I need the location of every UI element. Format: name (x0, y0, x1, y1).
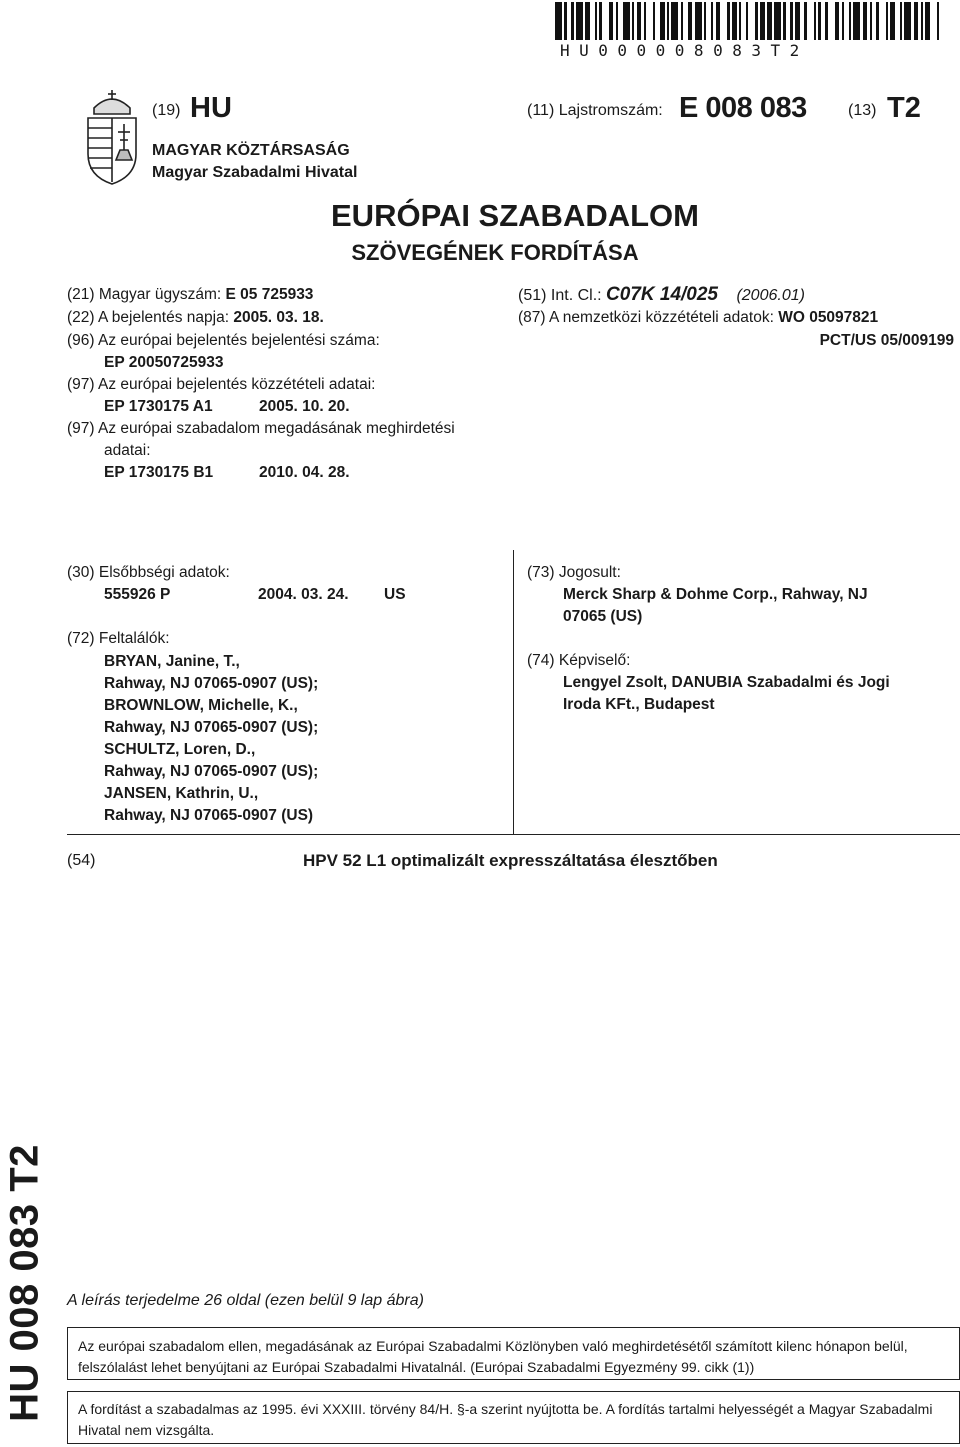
translation-notice-text: A fordítást a szabadalmas az 1995. évi XXXIII. törvény 84/H. §-a szerint nyújtotta be. A fordítás tartalmi helyességét a Magyar Szabadalmi Hivatal nem vizsgálta. (78, 1401, 933, 1438)
barcode (555, 2, 940, 40)
barcode-bar (602, 2, 609, 40)
barcode-bar (646, 2, 653, 40)
inventor-line: JANSEN, Kathrin, U., (104, 785, 259, 802)
inventor-line: Rahway, NJ 07065-0907 (US); (104, 719, 319, 736)
inventor-line: Rahway, NJ 07065-0907 (US); (104, 675, 319, 692)
inventor-line: Rahway, NJ 07065-0907 (US); (104, 763, 319, 780)
priority-country: US (384, 586, 406, 603)
field-96-label: (96) Az európai bejelentés bejelentési száma: (67, 332, 380, 349)
doc-title: EURÓPAI SZABADALOM (331, 198, 699, 233)
country-name: MAGYAR KÖZTÁRSASÁG (152, 142, 350, 159)
owner-line-1: Merck Sharp & Dohme Corp., Rahway, NJ (563, 586, 868, 603)
office-name: Magyar Szabadalmi Hivatal (152, 164, 358, 181)
field-97b-number: EP 1730175 B1 (104, 464, 214, 481)
agent-line-1: Lengyel Zsolt, DANUBIA Szabadalmi és Jogi (563, 674, 890, 691)
field-96-value: EP 20050725933 (104, 354, 224, 371)
owner-label: (73) Jogosult: (527, 564, 621, 581)
inventor-line: Rahway, NJ 07065-0907 (US) (104, 807, 314, 824)
field-97a-label: (97) Az európai bejelentés közzétételi adatai: (67, 376, 376, 393)
barcode-bar (555, 2, 562, 40)
field-51-year: (2006.01) (736, 287, 805, 304)
reg-number: E 008 083 (679, 92, 807, 124)
field-87-value: WO 05097821 (778, 309, 879, 326)
field-21-value: E 05 725933 (225, 286, 314, 303)
coat-of-arms-icon (80, 88, 144, 188)
opposition-notice-text: Az európai szabadalom ellen, megadásának az Európai Szabadalmi Közlönyben való meghirdetésétől számított kilenc hónapon belül, felszólalást lehet benyújtani az Európai Szabadalmi Hivatalnál. (Európai Szabadalmi Egyezmény 99. cikk (1)) (78, 1338, 908, 1375)
section-rule (67, 834, 960, 835)
title-label: (54) (67, 852, 96, 869)
inventor-line: SCHULTZ, Loren, D., (104, 741, 256, 758)
field-51-label: (51) Int. Cl.: (518, 287, 602, 304)
field-22-value: 2005. 03. 18. (233, 309, 324, 326)
barcode-text: HU000008083T2 (560, 41, 809, 60)
side-code-text: HU 008 083 T2 (2, 1143, 47, 1422)
field-21 (67, 284, 313, 306)
barcode-bar (853, 2, 860, 40)
inventors-label: (72) Feltalálók: (67, 630, 170, 647)
column-divider (513, 550, 514, 835)
barcode-bar (879, 2, 886, 40)
barcode-bar (695, 2, 702, 40)
priority-number: 555926 P (104, 586, 171, 603)
field-97a-number: EP 1730175 A1 (104, 398, 213, 415)
inventor-line: BRYAN, Janine, T., (104, 653, 240, 670)
agent-label: (74) Képviselő: (527, 652, 631, 669)
field-97b-label-1: (97) Az európai szabadalom megadásának meghirdetési (67, 420, 455, 437)
country-code: HU (190, 92, 232, 124)
translation-notice-box (67, 1391, 960, 1444)
kind-code: T2 (887, 92, 921, 124)
agent-line-2: Iroda KFt., Budapest (563, 696, 715, 713)
barcode-bar (623, 2, 630, 40)
barcode-bar (937, 2, 939, 40)
field-21-label: (21) Magyar ügyszám: (67, 286, 222, 303)
reg-number-label: (11) Lajstromszám: (527, 102, 663, 119)
barcode-bar (576, 2, 583, 40)
field-22-label: (22) A bejelentés napja: (67, 309, 230, 326)
field-87 (518, 307, 878, 329)
description-scope: A leírás terjedelme 26 oldal (ezen belül 9 lap ábra) (67, 1292, 424, 1309)
field-87-pct: PCT/US 05/009199 (819, 332, 954, 349)
priority-label: (30) Elsőbbségi adatok: (67, 564, 230, 581)
field-97b-date: 2010. 04. 28. (259, 464, 350, 481)
field-22 (67, 307, 324, 329)
barcode-bar (930, 2, 937, 40)
barcode-bar (671, 2, 678, 40)
country-code-label: (19) (152, 102, 181, 119)
field-51 (518, 283, 805, 308)
owner-line-2: 07065 (US) (563, 608, 643, 625)
opposition-notice-box (67, 1327, 960, 1380)
inventor-line: BROWNLOW, Michelle, K., (104, 697, 298, 714)
invention-title: HPV 52 L1 optimalizált expresszáltatása élesztőben (303, 851, 718, 870)
field-97a-date: 2005. 10. 20. (259, 398, 350, 415)
field-51-value: C07K 14/025 (606, 284, 718, 305)
field-87-label: (87) A nemzetközi közzétételi adatok: (518, 309, 774, 326)
barcode-bar (904, 2, 911, 40)
barcode-bar (774, 2, 781, 40)
priority-date: 2004. 03. 24. (258, 586, 349, 603)
kind-label: (13) (848, 102, 877, 119)
doc-subtitle: SZÖVEGÉNEK FORDÍTÁSA (351, 240, 639, 265)
field-97b-label-2: adatai: (104, 442, 151, 459)
barcode-bar (748, 2, 755, 40)
barcode-bar (807, 2, 814, 40)
barcode-bar (828, 2, 835, 40)
barcode-bar (720, 2, 727, 40)
side-document-code (0, 1143, 50, 1422)
